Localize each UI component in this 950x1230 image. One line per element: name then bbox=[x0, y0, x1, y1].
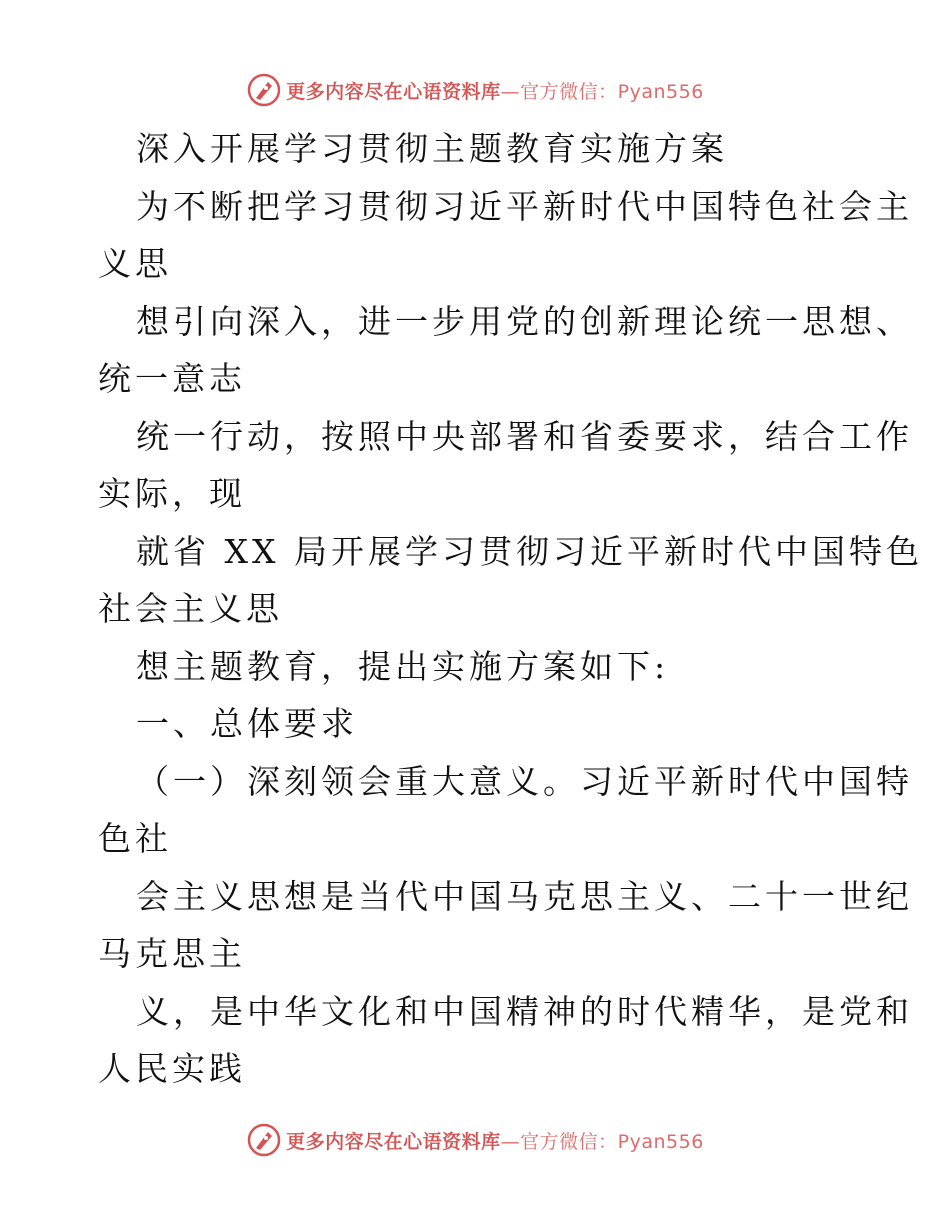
text-line: 义，是中华文化和中国精神的时代精华，是党和 bbox=[136, 991, 913, 1031]
text-line: 想主题教育，提出实施方案如下: bbox=[136, 646, 670, 686]
watermark-footer bbox=[0, 1120, 950, 1160]
text-line: 义思 bbox=[98, 244, 172, 283]
text-line: 人民实践 bbox=[98, 1049, 246, 1088]
text-line: 统一行动，按照中央部署和省委要求，结合工作 bbox=[136, 416, 913, 456]
text-line: 深入开展学习贯彻主题教育实施方案 bbox=[136, 129, 728, 168]
pen-nib-circle-icon bbox=[246, 1122, 282, 1158]
text-line: 一、总体要求 bbox=[136, 704, 358, 743]
text-line: 统一意志 bbox=[98, 359, 246, 398]
watermark-header bbox=[0, 70, 950, 110]
text-line: 社会主义思 bbox=[98, 589, 283, 628]
watermark-text: 更多内容尽在心语资料库—官方微信：Pyan556 bbox=[286, 1130, 704, 1153]
text-line: 会主义思想是当代中国马克思主义、二十一世纪 bbox=[136, 876, 913, 916]
text-line: 为不断把学习贯彻习近平新时代中国特色社会主 bbox=[136, 186, 913, 226]
text-line: 实际，现 bbox=[98, 474, 246, 513]
watermark-text: 更多内容尽在心语资料库—官方微信：Pyan556 bbox=[286, 80, 704, 103]
document-body bbox=[98, 120, 923, 1098]
text-line: （一）深刻领会重大意义。习近平新时代中国特 bbox=[136, 761, 913, 801]
text-line: 想引向深入，进一步用党的创新理论统一思想、 bbox=[136, 301, 913, 341]
text-line: 色社 bbox=[98, 819, 172, 858]
text-line: 就省 XX 局开展学习贯彻习近平新时代中国特色 bbox=[136, 531, 923, 571]
text-line: 马克思主 bbox=[98, 934, 246, 973]
pen-nib-circle-icon bbox=[246, 72, 282, 108]
